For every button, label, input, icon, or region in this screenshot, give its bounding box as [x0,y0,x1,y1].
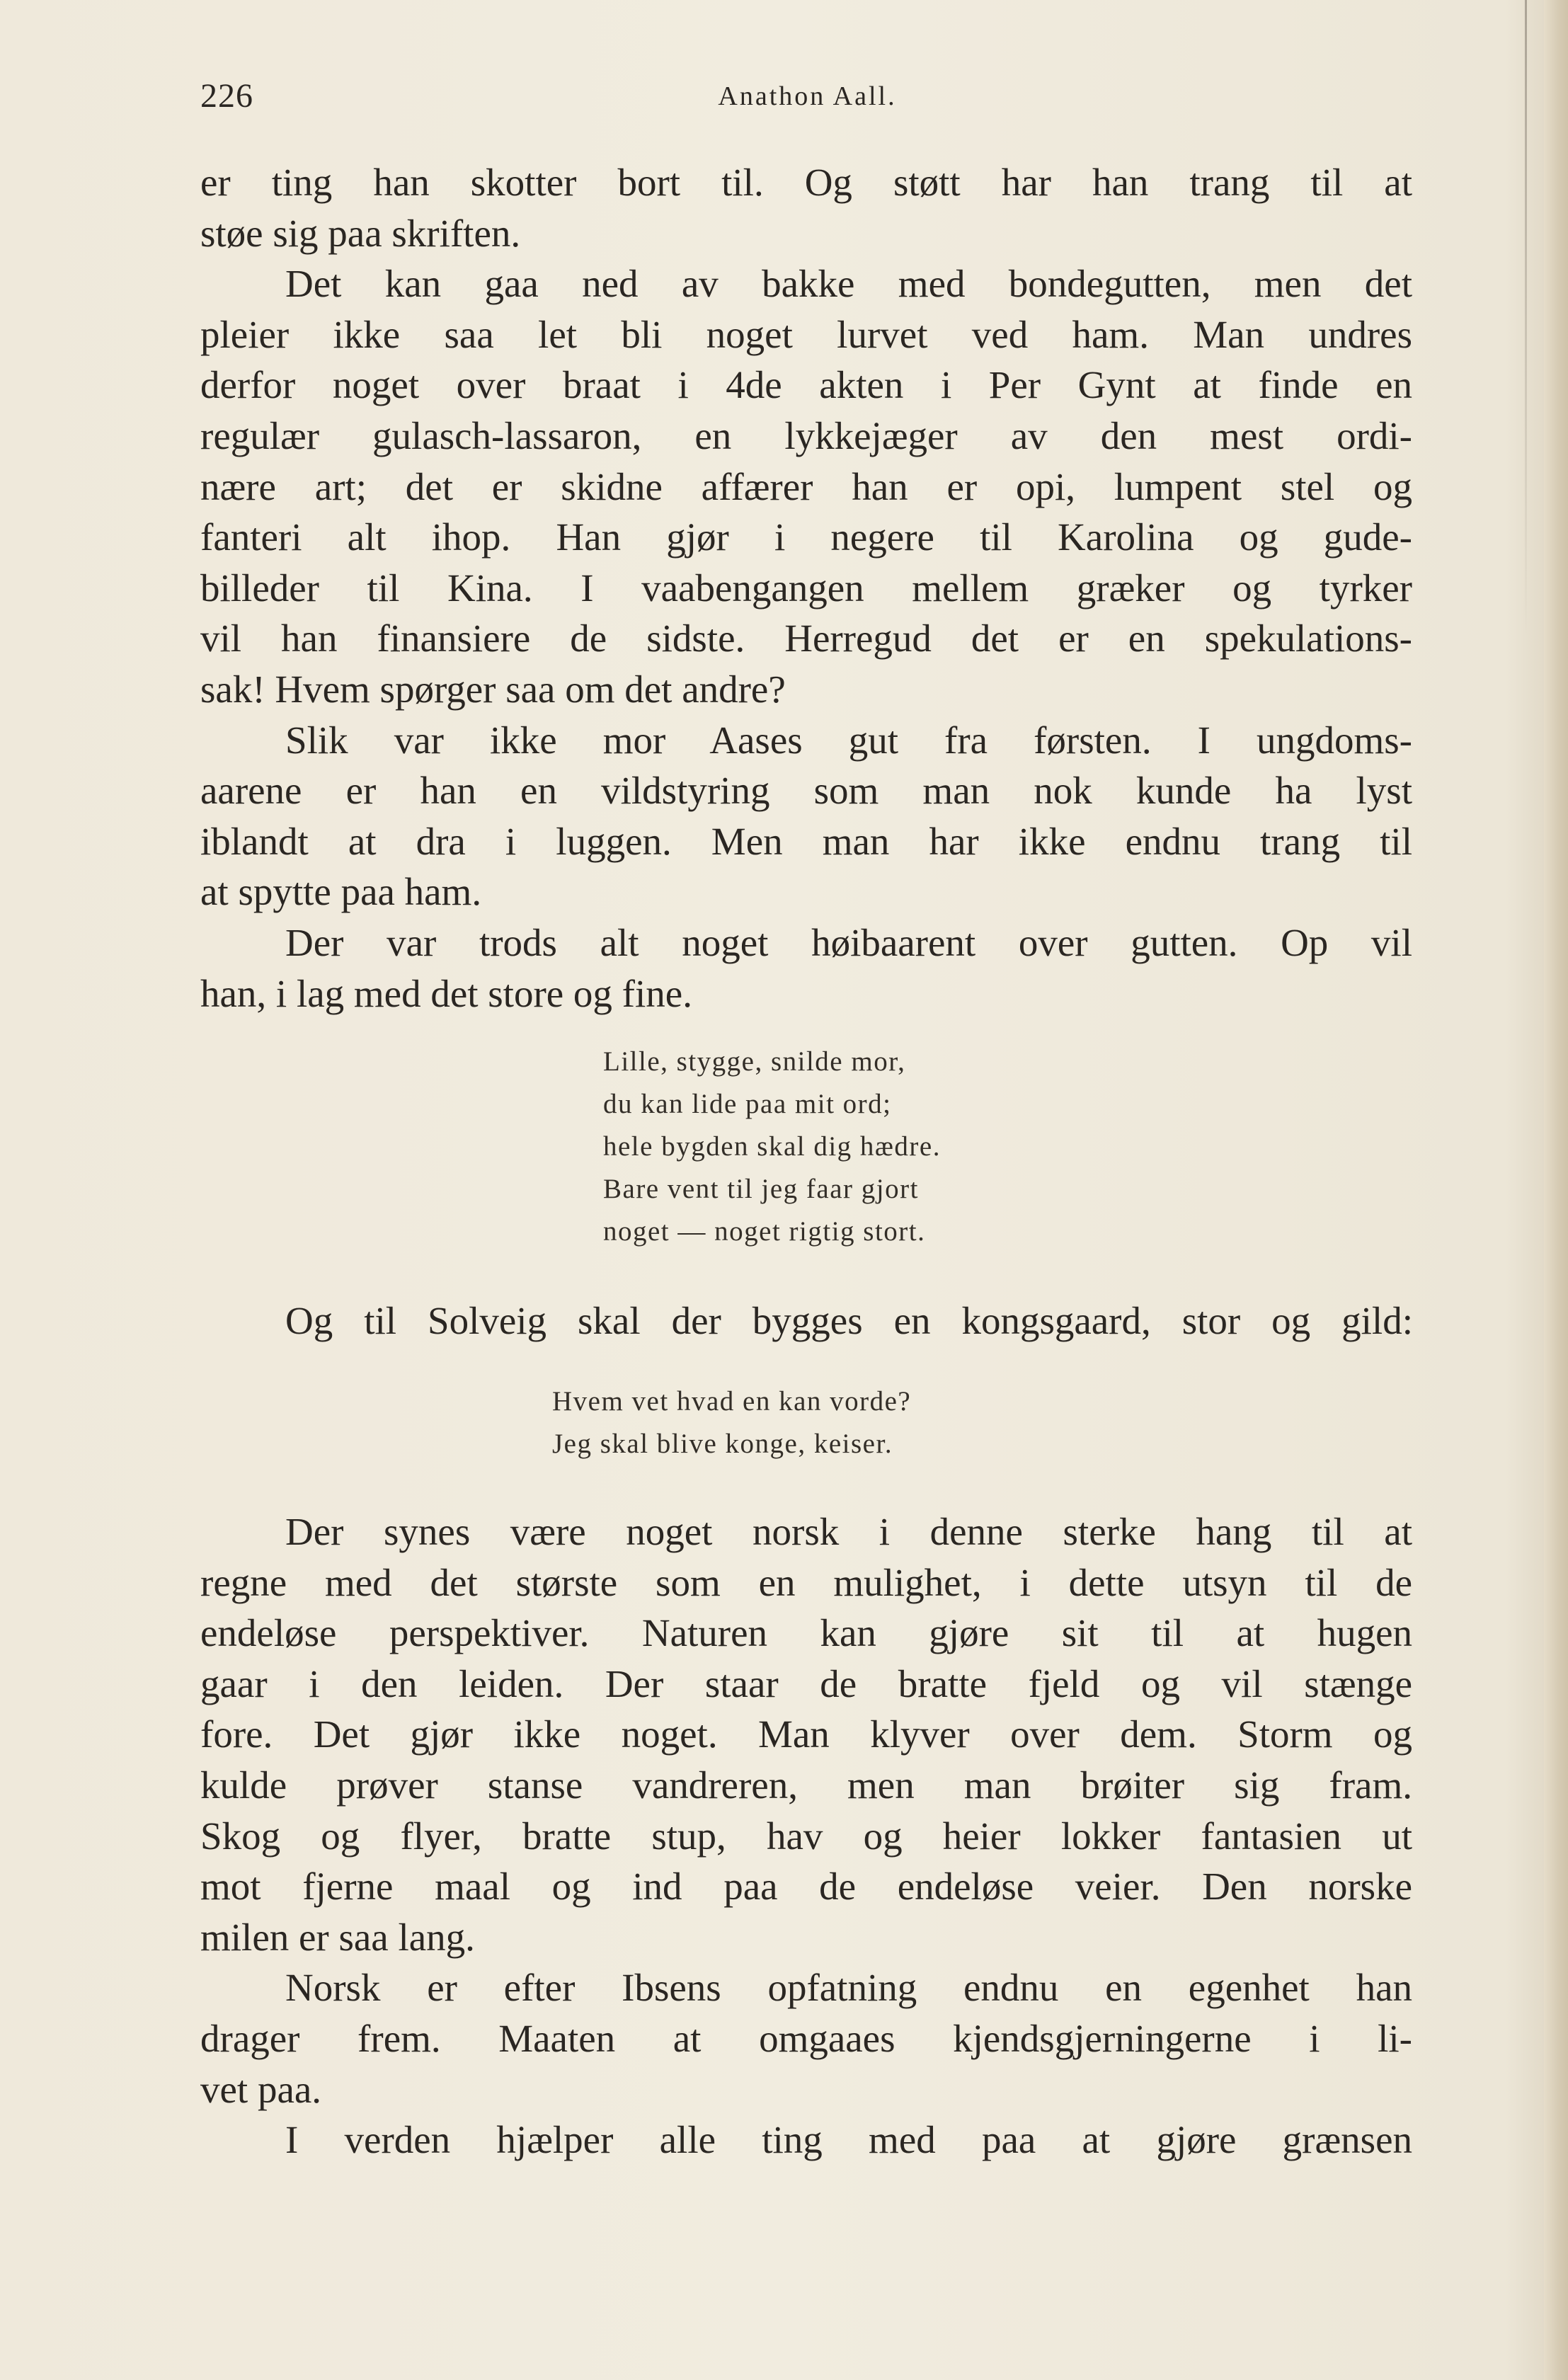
text-line: billeder til Kina. I vaabengangen mellem græker og tyrker [200,566,1412,610]
verse-quote-2 [552,1380,911,1465]
text-line: Der var trods alt noget høibaarent over gutten. Op vil [285,920,1412,964]
text-line: pleier ikke saa let bli noget lurvet ved ham. Man undres [200,312,1412,356]
text-line: sak! Hvem spørger saa om det andre? [200,667,786,711]
text-line: Det kan gaa ned av bakke med bondegutten, men det [285,262,1412,306]
text-line: kulde prøver stanse vandreren, men man brøiter sig fram. [200,1763,1412,1807]
text-line: fanteri alt ihop. Han gjør i negere til Karolina og gude- [200,515,1412,559]
text-line: vet paa. [200,2067,322,2111]
page-number: 226 [200,77,253,115]
verse-line: Lille, stygge, snilde mor, [603,1046,906,1077]
verse-line: noget — noget rigtig stort. [603,1216,926,1247]
page-header [200,76,1414,119]
text-line: endeløse perspektiver. Naturen kan gjøre sit til at hugen [200,1611,1412,1655]
text-line: Norsk er efter Ibsens opfatning endnu en egenhet han [285,1966,1412,2010]
verse-line: Jeg skal blive konge, keiser. [552,1429,893,1459]
text-line: er ting han skotter bort til. Og støtt har han trang til at [200,161,1412,204]
text-line: I verden hjælper alle ting med paa at gjøre grænsen [285,2118,1412,2162]
text-line: Der synes være noget norsk i denne sterke hang til at [285,1510,1412,1553]
text-line: mot fjerne maal og ind paa de endeløse veier. Den norske [200,1865,1412,1909]
page-edge [1544,0,1568,2380]
text-line: han, i lag med det store og fine. [200,971,692,1015]
text-line: derfor noget over braat i 4de akten i Per Gynt at finde en [200,363,1412,407]
text-line: fore. Det gjør ikke noget. Man klyver over dem. Storm og [200,1712,1412,1756]
paragraph-block-2 [200,1506,1412,2166]
text-line: iblandt at dra i luggen. Men man har ikke endnu trang til [200,819,1412,863]
text-line: Slik var ikke mor Aases gut fra førsten. I ungdoms- [285,718,1412,762]
verse-line: du kan lide paa mit ord; [603,1089,892,1119]
text-line: at spytte paa ham. [200,870,482,914]
middle-text-line: Og til Solveig skal der bygges en kongsgaard, stor og gild: [285,1299,1413,1342]
verse-line: hele bygden skal dig hædre. [603,1131,941,1162]
text-line: aarene er han en vildstyring som man nok kunde ha lyst [200,769,1412,813]
text-line: regulær gulasch-lassaron, en lykkejæger av den mest ordi- [200,413,1412,457]
text-line: vil han finansiere de sidste. Herregud det er en spekulations- [200,617,1412,660]
verse-quote-1 [603,1041,941,1253]
text-line: Skog og flyer, bratte stup, hav og heier lokker fantasien ut [200,1814,1412,1858]
running-head: Anathon Aall. [718,81,897,111]
text-line: gaar i den leiden. Der staar de bratte fjeld og vil stænge [200,1661,1412,1705]
verse-line: Hvem vet hvad en kan vorde? [552,1386,912,1417]
text-line: støe sig paa skriften. [200,211,521,255]
text-line: drager frem. Maaten at omgaaes kjendsgjerningerne i li- [200,2016,1412,2060]
paragraph-block-1 [200,157,1412,1019]
verse-line: Bare vent til jeg faar gjort [603,1174,919,1204]
page-edge-shadow [1525,0,1527,637]
text-line: milen er saa lang. [200,1915,475,1959]
text-line: regne med det største som en mulighet, i dette utsyn til de [200,1560,1412,1604]
text-line: nære art; det er skidne affærer han er opi, lumpent stel og [200,464,1412,508]
